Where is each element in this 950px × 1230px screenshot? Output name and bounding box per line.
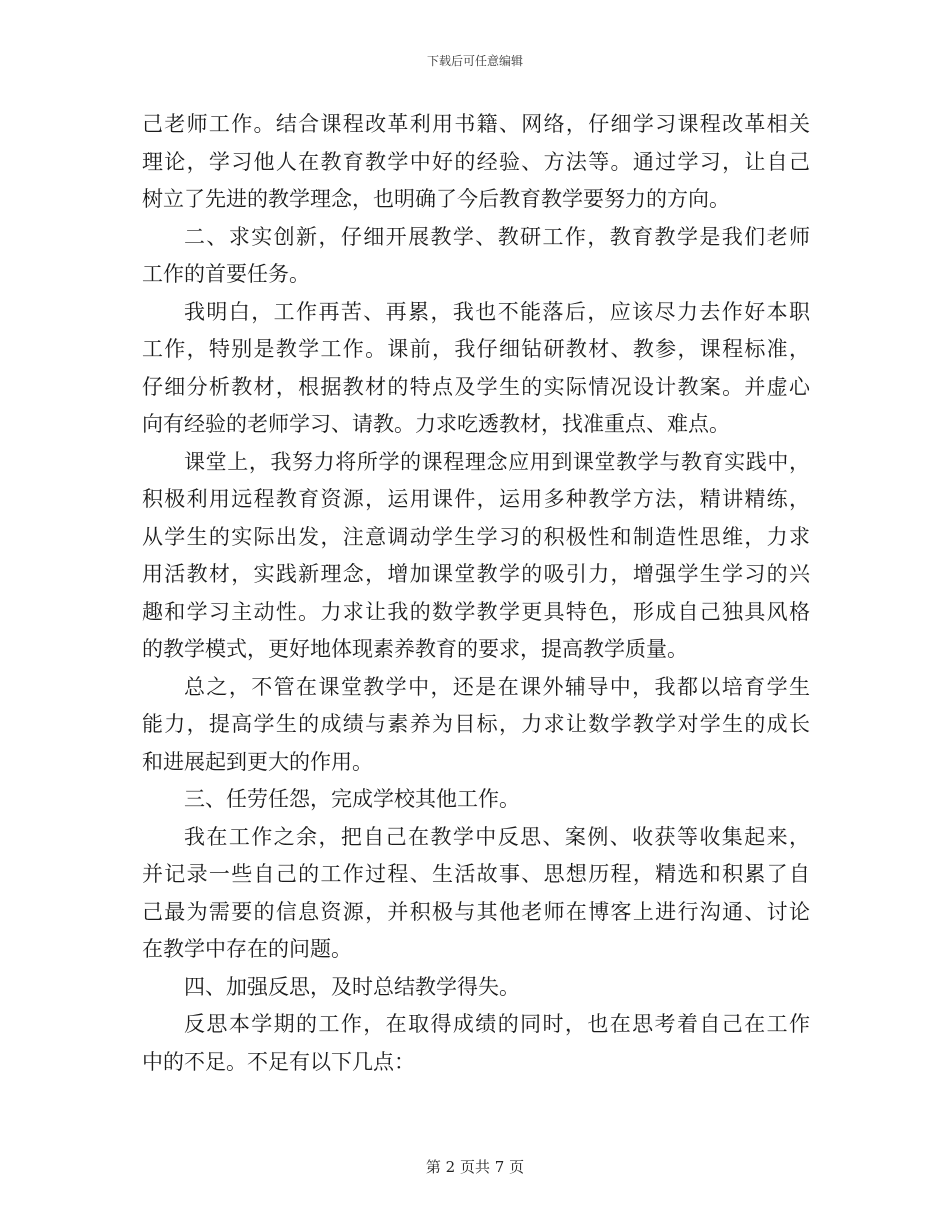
text-line: 三、任劳任怨，完成学校其他工作。	[184, 787, 520, 811]
text-line: 己老师工作。结合课程改革利用书籍、网络，仔细学习课程改革相关	[142, 112, 810, 136]
page-number: 第 2 页共 7 页	[425, 1158, 525, 1176]
text-line: 趣和学习主动性。力求让我的数学教学更具特色，形成自己独具风格	[142, 599, 810, 624]
text-line: 我在工作之余，把自己在教学中反思、案例、收获等收集起来，	[184, 824, 810, 849]
text-line: 中的不足。不足有以下几点：	[142, 1049, 415, 1074]
text-line: 用活教材，实践新理念，增加课堂教学的吸引力，增强学生学习的兴	[142, 562, 810, 586]
text-line: 工作的首要任务。	[142, 262, 310, 286]
page-header: 下载后可任意编辑	[426, 54, 523, 68]
text-line: 仔细分析教材，根据教材的特点及学生的实际情况设计教案。并虚心	[142, 374, 810, 399]
text-line: 四、加强反思，及时总结教学得失。	[184, 974, 520, 999]
text-line: 工作，特别是教学工作。课前，我仔细钻研教材、教参，课程标准，	[142, 337, 810, 361]
text-line: 积极利用远程教育资源，运用课件，运用多种教学方法，精讲精练，	[142, 487, 810, 511]
text-line: 己最为需要的信息资源，并积极与其他老师在博客上进行沟通、讨论	[142, 899, 810, 924]
text-line: 我明白，工作再苦、再累，我也不能落后，应该尽力去作好本职	[184, 299, 810, 324]
text-line: 能力，提高学生的成绩与素养为目标，力求让数学教学对学生的成长	[142, 712, 810, 736]
text-line: 从学生的实际出发，注意调动学生学习的积极性和制造性思维，力求	[142, 524, 810, 549]
text-line: 向有经验的老师学习、请教。力求吃透教材，找准重点、难点。	[142, 412, 730, 436]
text-line: 理论，学习他人在教育教学中好的经验、方法等。通过学习，让自己	[142, 149, 810, 174]
text-line: 的教学模式，更好地体现素养教育的要求，提高教学质量。	[142, 637, 688, 661]
text-line: 并记录一些自己的工作过程、生活故事、思想历程，精选和积累了自	[142, 862, 810, 886]
text-line: 反思本学期的工作，在取得成绩的同时，也在思考着自己在工作	[184, 1012, 810, 1036]
text-line: 二、求实创新，仔细开展教学、教研工作，教育教学是我们老师	[184, 224, 810, 249]
text-line: 和进展起到更大的作用。	[142, 749, 373, 774]
text-line: 树立了先进的教学理念，也明确了今后教育教学要努力的方向。	[142, 187, 730, 211]
document-body	[142, 106, 810, 1081]
text-line: 总之，不管在课堂教学中，还是在课外辅导中，我都以培育学生	[184, 674, 810, 699]
text-line: 在教学中存在的问题。	[142, 937, 352, 961]
text-line: 课堂上，我努力将所学的课程理念应用到课堂教学与教育实践中，	[184, 449, 810, 474]
